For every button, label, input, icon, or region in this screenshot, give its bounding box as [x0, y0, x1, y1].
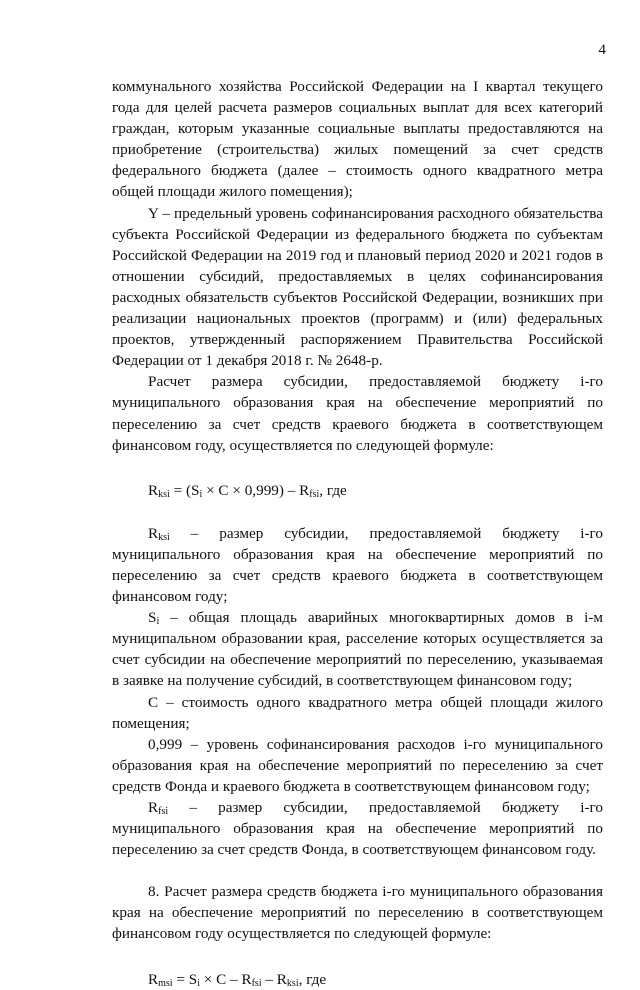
page-number: 4 [598, 42, 606, 58]
paragraph-point-8: 8. Расчет размера средств бюджета i-го муниципального образования края на обеспечение мероприятий по переселению в соответствующем финансовом году осуществляется по следующей формуле: [112, 883, 603, 943]
paragraph-y-definition: Y – предельный уровень софинансирования расходного обязательства субъекта Российской Федерации из федерального бюджета по субъектам Российской Федерации на 2019 год и плановый период 2020 и 2021 годов в отношении субсидий, предоставляемых в целях софинансирования расходных обязательств субъектов Российской Федерации, возникших при реализации национальных проектов (программ) и (или) федеральных проектов, утвержденный распоряжением Правительства Российской Федерации от 1 декабря 2018 г. № 2648-р. [112, 204, 603, 370]
formula-rksi: $R_{ksi} = (S_i \times C \times 0,999) - R_{fsi}$, где [148, 481, 347, 500]
paragraph-subsidy-calc: Расчет размера субсидии, предоставляемой бюджету i-го муниципального образования края на обеспечение мероприятий по переселению за счет средств краевого бюджета в соответствующем финансовом году, осуществляется по следующей формуле: [112, 373, 603, 454]
paragraph-housing-cost: коммунального хозяйства Российской Федерации на I квартал текущего года для целей расчета размеров социальных выплат для всех категорий граждан, которым указанные социальные выплаты предоставляются на приобретение (строительства) жилых помещений за счет средств федерального бюджета (далее – стоимость одного квадратного метра общей площади жилого помещения); [112, 78, 603, 201]
document-body [112, 76, 603, 990]
definition-rksi: $R_{ksi}$ – размер субсидии, предоставляемой бюджету i-го муниципального образования края на обеспечение мероприятий по переселению за счет средств краевого бюджета в соответствующем финансовом году; [112, 524, 603, 606]
definition-si: $S_i$ – общая площадь аварийных многоквартирных домов в i-м муниципальном образовании края, расселение которых осуществляется за счет субсидии на обеспечение мероприятий по переселению, указываемая в заявке на получение субсидий, в соответствующем финансовом году; [112, 609, 603, 690]
formula-rmsi: $R_{msi} = S_i \times C - R_{fsi} - R_{ksi}$, где [148, 970, 327, 989]
definition-0999: 0,999 – уровень софинансирования расходов i-го муниципального образования края на обеспечение мероприятий по переселению за счет средств Фонда и краевого бюджета в соответствующем финансовом году; [112, 735, 603, 795]
definition-c: С – стоимость одного квадратного метра общей площади жилого помещения; [112, 693, 603, 732]
definition-rfsi: $R_{fsi}$ – размер субсидии, предоставляемой бюджету i-го муниципального образования края на обеспечение мероприятий по переселению за счет средств Фонда, в соответствующем финансовом году. [112, 799, 603, 859]
